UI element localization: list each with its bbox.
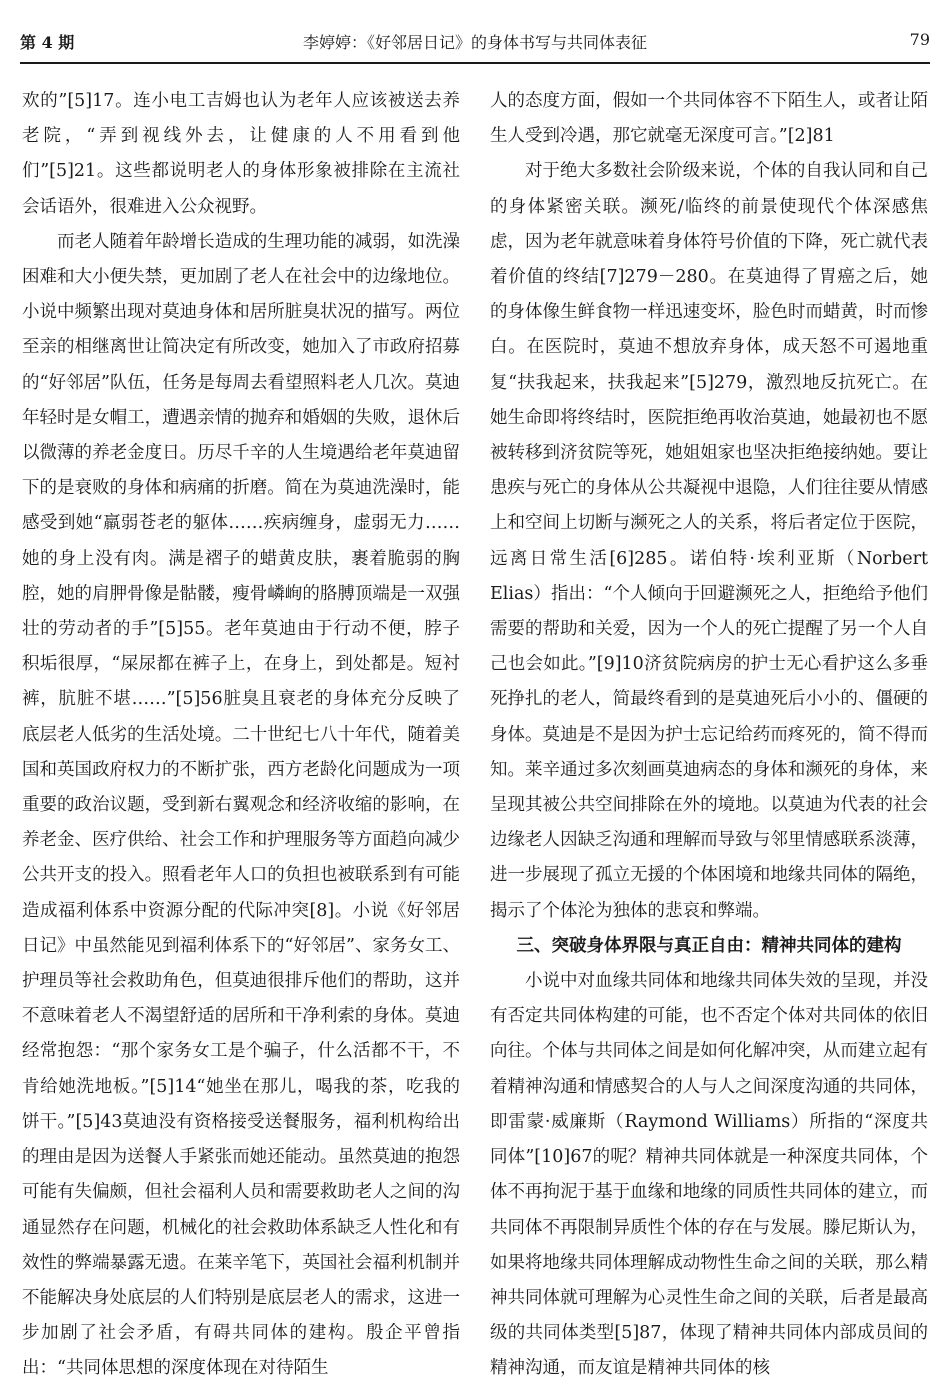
paragraph: 人的态度方面，假如一个共同体容不下陌生人，或者让陌生人受到冷遇，那它就毫无深度可言。”[2]81 — [490, 91, 928, 147]
paragraph: 欢的”[5]17。连小电工吉姆也认为老年人应该被送去养老院，“弄到视线外去，让健康的人不用看到他们”[5]21。这些都说明老人的身体形象被排除在主流社会话语外，很难进入公众视野。 — [22, 91, 460, 217]
issue-number: 第 4 期 — [20, 33, 75, 52]
paragraph: 小说中对血缘共同体和地缘共同体失效的呈现，并没有否定共同体构建的可能，也不否定个体对共同体的依旧向往。个体与共同体之间是如何化解冲突，从而建立起有着精神沟通和情感契合的人与人之间深度沟通的共同体，即雷蒙·威廉斯（Raymond Williams）所指的“深度共同体”[10]67的呢？精神共同体就是一种深度共同体，个体不再拘泥于基于血缘和地缘的同质性共同体的建立，而共同体不再限制异质性个体的存在与发展。滕尼斯认为，如果将地缘共同体理解成动物性生命之间的关联，那么精神共同体就可理解为心灵性生命之间的关联，后者是最高级的共同体类型[5]87，体现了精神共同体内部成员间的精神沟通，而友谊是精神共同体的核 — [490, 971, 928, 1379]
paragraph: 对于绝大多数社会阶级来说，个体的自我认同和自己的身体紧密关联。濒死/临终的前景使现代个体深感焦虑，因为老年就意味着身体符号价值的下降，死亡就代表着价值的终结[7]279－280。在莫迪得了胃癌之后，她的身体像生鲜食物一样迅速变坏，脸色时而蜡黄，时而惨白。在医院时，莫迪不想放弃身体，成天怒不可遏地重复“扶我起来，扶我起来”[5]279，激烈地反抗死亡。在她生命即将终结时，医院拒绝再收治莫迪，她最初也不愿被转移到济贫院等死，她姐姐家也坚决拒绝接纳她。要让患疾与死亡的身体从公共凝视中退隐，人们往往要从情感上和空间上切断与濒死之人的关系，将后者定位于医院，远离日常生活[6]285。诺伯特·埃利亚斯（Norbert Elias）指出：“个人倾向于回避濒死之人，拒绝给予他们需要的帮助和关爱，因为一个人的死亡提醒了另一个人自己也会如此。”[9]10济贫院病房的护士无心看护这么多垂死挣扎的老人，简最终看到的是莫迪死后小小的、僵硬的身体。莫迪是不是因为护士忘记给药而疼死的，简不得而知。莱辛通过多次刻画莫迪病态的身体和濒死的身体，来呈现其被公共空间排除在外的境地。以莫迪为代表的社会边缘老人因缺乏沟通和理解而导致与邻里情感联系淡薄，进一步展现了孤立无援的个体困境和地缘共同体的隔绝，揭示了个体沦为独体的悲哀和弊端。 — [490, 161, 928, 921]
header-rule — [20, 62, 930, 64]
section-heading: 三、突破身体界限与真正自由：精神共同体的建构 — [516, 935, 902, 956]
right-column — [490, 84, 928, 1384]
running-header — [20, 30, 930, 56]
page-number: 79 — [909, 30, 930, 49]
left-column — [22, 84, 460, 1384]
running-title: 李婷婷：《好邻居日记》的身体书写与共同体表征 — [302, 33, 647, 52]
paragraph: 而老人随着年龄增长造成的生理功能的减弱，如洗澡困难和大小便失禁，更加剧了老人在社会中的边缘地位。小说中频繁出现对莫迪身体和居所脏臭状况的描写。两位至亲的相继离世让简决定有所改变，她加入了市政府招募的“好邻居”队伍，任务是每周去看望照料老人几次。莫迪年轻时是女帽工，遭遇亲情的抛弃和婚姻的失败，退休后以微薄的养老金度日。历尽千辛的人生境遇给老年莫迪留下的是衰败的身体和病痛的折磨。简在为莫迪洗澡时，能感受到她“羸弱苍老的躯体……疾病缠身，虚弱无力……她的身上没有肉。满是褶子的蜡黄皮肤，裹着脆弱的胸腔，她的肩胛骨像是骷髅，瘦骨嶙峋的胳膊顶端是一双强壮的劳动者的手”[5]55。老年莫迪由于行动不便，脖子积垢很厚，“屎尿都在裤子上，在身上，到处都是。短衬裤，肮脏不堪……”[5]56脏臭且衰老的身体充分反映了底层老人低劣的生活处境。二十世纪七八十年代，随着美国和英国政府权力的不断扩张，西方老龄化问题成为一项重要的政治议题，受到新右翼观念和经济收缩的影响，在养老金、医疗供给、社会工作和护理服务等方面趋向减少公共开支的投入。照看老年人口的负担也被联系到有可能造成福利体系中资源分配的代际冲突[8]。小说《好邻居日记》中虽然能见到福利体系下的“好邻居”、家务女工、护理员等社会救助角色，但莫迪很排斥他们的帮助，这并不意味着老人不渴望舒适的居所和干净利索的身体。莫迪经常抱怨：“那个家务女工是个骗子，什么活都不干，不肯给她洗地板。”[5]14“她坐在那儿，喝我的茶，吃我的饼干。”[5]43莫迪没有资格接受送餐服务，福利机构给出的理由是因为送餐人手紧张而她还能动。虽然莫迪的抱怨可能有失偏颇，但社会福利人员和需要救助老人之间的沟通显然存在问题，机械化的社会救助体系缺乏人性化和有效性的弊端暴露无遗。在莱辛笔下，英国社会福利机制并不能解决身处底层的人们特别是底层老人的需求，这进一步加剧了社会矛盾，有碍共同体的建构。殷企平曾指出：“共同体思想的深度体现在对待陌生 — [22, 231, 460, 1379]
